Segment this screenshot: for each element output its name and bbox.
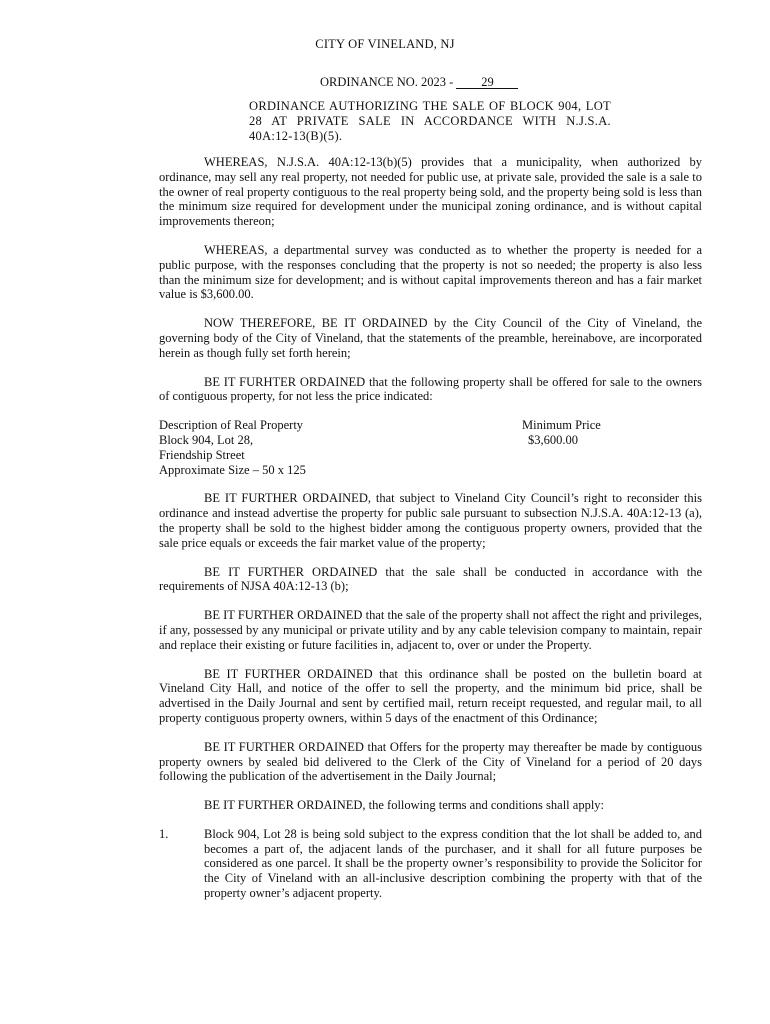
ordinance-title: ORDINANCE AUTHORIZING THE SALE OF BLOCK 904, LOT 28 AT PRIVATE SALE IN ACCORDANCE WITH N.J.S.A. 40A:12-13(B)(5). [249,99,611,143]
terms-item-number: 1. [159,826,169,841]
clause-utility-rights: BE IT FURTHER ORDAINED that the sale of the property shall not affect the right and privileges, if any, possessed by any municipal or private utility and by any cable television company to maintain, repair and replace their existing or future facilities in, adjacent to, over or under the Property. [159,608,702,652]
whereas-paragraph-2: WHEREAS, a departmental survey was conducted as to whether the property is needed for a public purpose, with the responses concluding that the property is not so needed; the property is also less than the minimum size for development; and is without capital improvements thereon and has a fair market value is $3,600.00. [159,242,702,302]
minimum-price-header: Minimum Price [522,418,601,433]
ordinance-number-line [320,75,518,90]
property-price [522,418,702,477]
clause-reconsider: BE IT FURTHER ORDAINED, that subject to Vineland City Council’s right to reconsider this ordinance and instead advertise the property for public sale pursuant to subsection N.J.S.A. 40A:12-13 (a), the property shall be sold to the highest bidder among the contiguous property owners, provided that the sale price equals or exceeds the fair market value of the property; [159,491,702,550]
offer-paragraph: BE IT FURHTER ORDAINED that the following property shall be offered for sale to the owners of contiguous property, for not less the price indicated: [159,374,702,404]
clause-posting: BE IT FURTHER ORDAINED that this ordinance shall be posted on the bulletin board at Vineland City Hall, and notice of the offer to sell the property, and the minimum bid price, shall be advertised in the Daily Journal and sent by certified mail, return receipt requested, and regular mail, to all property contiguous property owners, within 5 days of the enactment of this Ordinance; [159,666,702,725]
clause-offers: BE IT FURTHER ORDAINED that Offers for the property may thereafter be made by contiguous property owners by sealed bid delivered to the Clerk of the City of Vineland for a period of 20 days following the publication of the advertisement in the Daily Journal; [159,739,702,784]
property-street: Friendship Street [159,447,245,462]
ordinance-body [159,155,702,901]
city-heading: CITY OF VINELAND, NJ [315,37,455,51]
whereas-paragraph-1: WHEREAS, N.J.S.A. 40A:12-13(b)(5) provides that a municipality, when authorized by ordinance, may sell any real property, not needed for public use, at private sale, provided the sale is a sale to the owner of real property contiguous to the real property being sold, and the property being sold is less than the minimum size required for development under the municipal zoning ordinance, and is without capital improvements thereon; [159,155,702,229]
property-description [159,418,306,477]
property-description-header: Description of Real Property [159,418,304,433]
terms-item [159,827,702,901]
ordinance-prefix: ORDINANCE NO. 2023 - [320,75,457,89]
clause-terms-intro: BE IT FURTHER ORDAINED, the following terms and conditions shall apply: [204,798,605,813]
property-table [159,418,702,477]
minimum-price-value: $3,600.00 [528,432,578,447]
property-size: Approximate Size – 50 x 125 [159,462,306,477]
terms-item-text: Block 904, Lot 28 is being sold subject to the express condition that the lot shall be added to, and becomes a part of, the adjacent lands of the purchaser, and it shall for all future purposes be considered as one parcel. It shall be the property owner’s responsibility to provide the Solicitor for the City of Vineland with an all-inclusive description combining the property with that of the property owner’s adjacent property. [204,826,702,901]
ordinance-number: 29 [456,76,518,89]
property-block-lot: Block 904, Lot 28, [159,432,254,447]
clause-requirements: BE IT FURTHER ORDAINED that the sale shall be conducted in accordance with the requirements of NJSA 40A:12-13 (b); [159,564,702,594]
now-therefore-paragraph: NOW THEREFORE, BE IT ORDAINED by the City Council of the City of Vineland, the governing body of the City of Vineland, that the statements of the preamble, hereinabove, are incorporated herein as though fully set forth herein; [159,316,702,360]
